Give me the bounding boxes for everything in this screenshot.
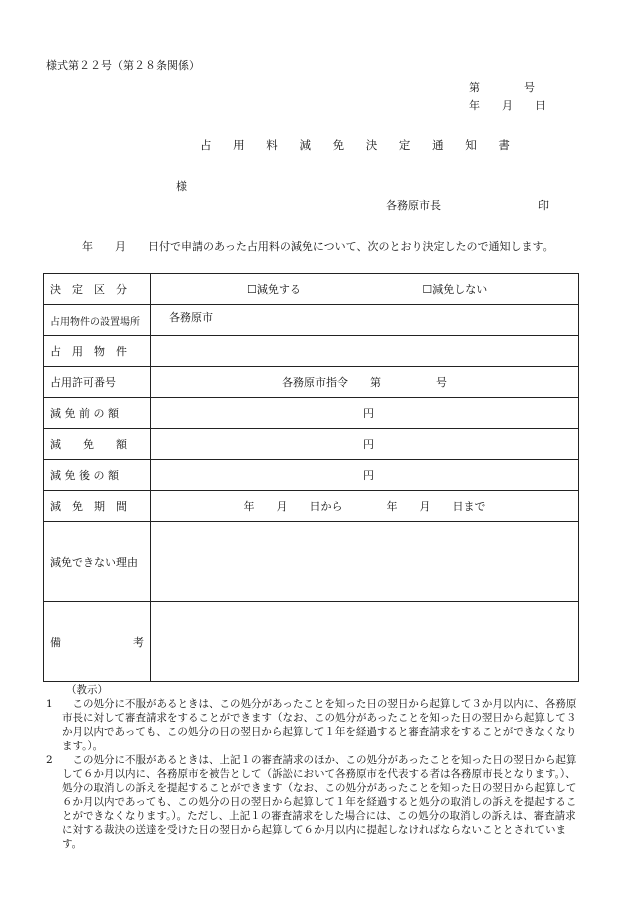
- value-period[interactable]: 年 月 日から 年 月 日まで: [151, 491, 579, 522]
- seal-mark: 印: [538, 199, 549, 212]
- label-period: 減 免 期 間: [44, 491, 151, 522]
- remarks-left-char: 備: [50, 635, 61, 649]
- row-reason: [44, 522, 579, 602]
- document-date: 年 月 日: [469, 99, 546, 112]
- addressee-honorific: 様: [176, 180, 187, 193]
- row-location: [44, 305, 579, 336]
- document-number: 第 号: [469, 81, 535, 94]
- note-text: この処分に不服があるときは、上記１の審査請求のほか、この処分があったことを知った日の翌日から起算して６か月以内に、各務原市を被告として（訴訟において各務原市を代表する者は各務原市長となります。）、処分の取消しの訴えを提起することができます（なお、この処分があったことを知った日の翌日から起算して６か月以内であっても、この処分の日の翌日から起算して１年を経過すると処分の取消しの訴えを提起することができなくなります。）。ただし、上記１の審査請求をした場合には、この処分の取消しの訴えは、審査請求に対する裁決の送達を受けた日の翌日から起算して６か月以内に提起しなければならないこととされています。: [62, 754, 577, 850]
- value-after[interactable]: [151, 460, 579, 491]
- value-before[interactable]: [151, 398, 579, 429]
- decision-table: [43, 273, 579, 682]
- label-permit: 占用許可番号: [44, 367, 151, 398]
- note-text: この処分に不服があるときは、この処分があったことを知った日の翌日から起算して３か月以内に、各務原市長に対して審査請求をすることができます（なお、この処分があったことを知った日の翌日から起算して３か月以内であっても、この処分の日の翌日から起算して１年を経過すると審査請求をすることができなくなります。）。: [62, 698, 577, 752]
- row-period: [44, 491, 579, 522]
- issuer-mayor: 各務原市長: [386, 199, 441, 212]
- row-after: [44, 460, 579, 491]
- note-item: [46, 697, 586, 753]
- note-number: 2: [46, 754, 53, 766]
- value-remarks[interactable]: [151, 602, 579, 682]
- notes-section: [46, 683, 586, 851]
- note-item: [46, 753, 586, 851]
- value-object[interactable]: [151, 336, 579, 367]
- label-object: 占 用 物 件: [44, 336, 151, 367]
- intro-text: 年 月 日付で申請のあった占用料の減免について、次のとおり決定したので通知します。: [82, 240, 554, 253]
- label-reason: 減免できない理由: [44, 522, 151, 602]
- location-text: 各務原市: [169, 311, 213, 324]
- row-amount: [44, 429, 579, 460]
- row-remarks: [44, 602, 579, 682]
- label-amount: 減 免 額: [44, 429, 151, 460]
- row-permit: [44, 367, 579, 398]
- value-reason[interactable]: [151, 522, 579, 602]
- form-number: 様式第２２号（第２８条関係）: [46, 59, 200, 72]
- label-decision: 決 定 区 分: [44, 274, 151, 305]
- label-remarks: [44, 602, 151, 682]
- option-not-exempt[interactable]: ☐減免しない: [422, 283, 488, 296]
- row-object: [44, 336, 579, 367]
- note-number: 1: [46, 698, 53, 710]
- unit-yen: 円: [363, 407, 374, 420]
- unit-yen: 円: [363, 469, 374, 482]
- remarks-right-char: 考: [133, 635, 144, 649]
- value-location[interactable]: [151, 305, 579, 336]
- option-exempt[interactable]: ☐減免する: [247, 283, 301, 296]
- label-after: 減 免 後 の 額: [44, 460, 151, 491]
- row-decision: [44, 274, 579, 305]
- decision-options: [151, 274, 579, 305]
- value-permit[interactable]: 各務原市指令 第 号: [151, 367, 579, 398]
- row-before: [44, 398, 579, 429]
- label-location: 占用物件の設置場所: [44, 305, 151, 336]
- value-amount[interactable]: [151, 429, 579, 460]
- unit-yen: 円: [363, 438, 374, 451]
- page-title: 占 用 料 減 免 決 定 通 知 書: [200, 138, 519, 152]
- label-before: 減 免 前 の 額: [44, 398, 151, 429]
- notes-heading: （教示）: [66, 684, 108, 696]
